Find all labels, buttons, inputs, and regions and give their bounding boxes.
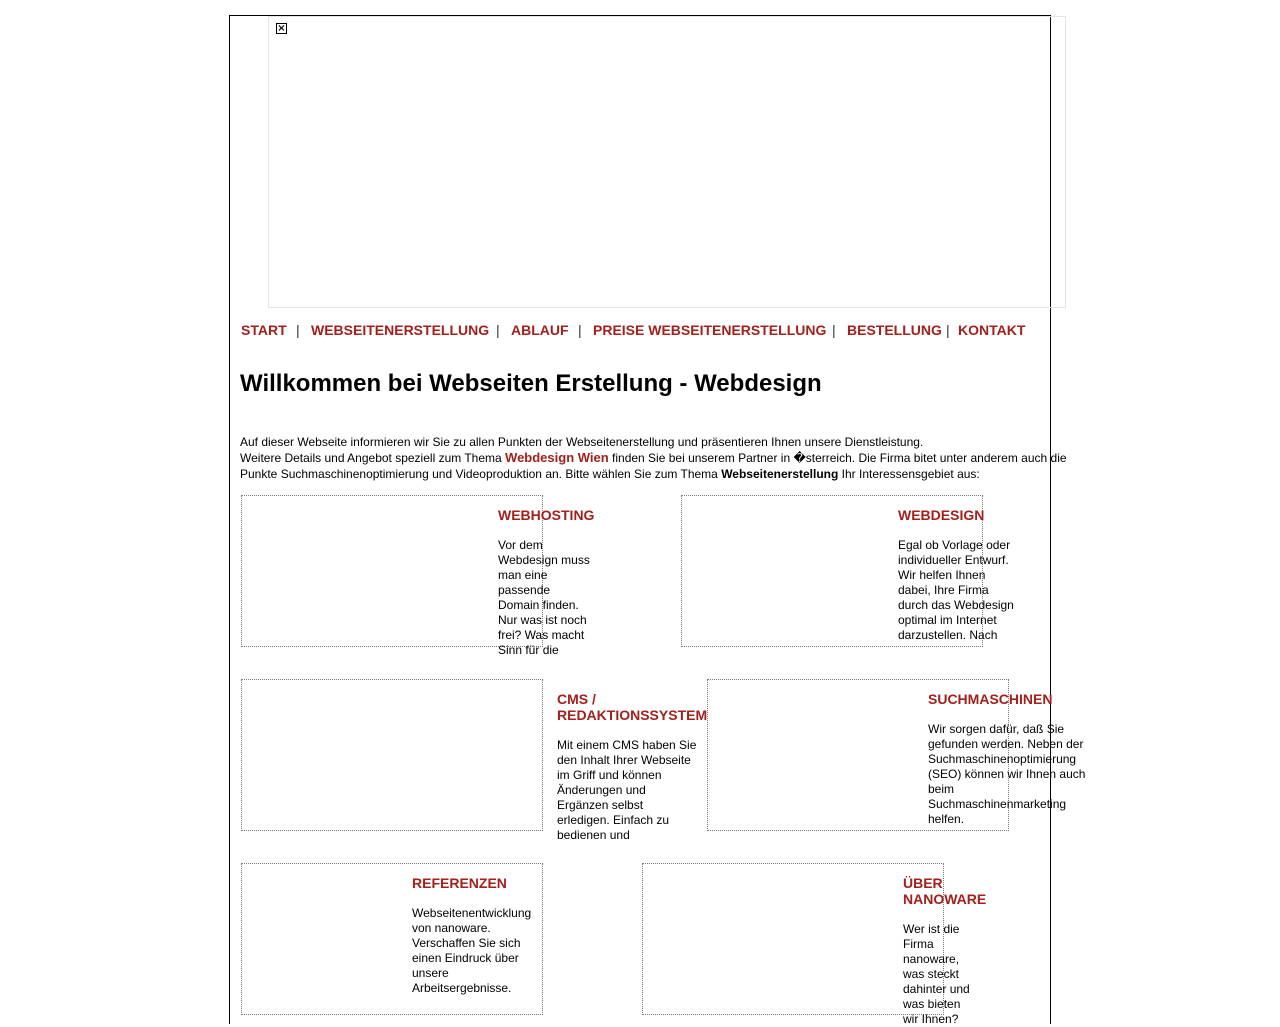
teaser-title-ueber-nanoware[interactable]: ÜBER NANOWARE — [903, 875, 987, 907]
teaser-title-webhosting[interactable]: WEBHOSTING — [498, 507, 595, 523]
nav-separator: | — [832, 322, 836, 338]
nav-separator: | — [578, 322, 582, 338]
nav-ablauf[interactable]: ABLAUF — [511, 322, 569, 338]
intro-line-2-a: Weitere Details und Angebot speziell zum Thema — [240, 451, 506, 465]
teaser-webdesign — [898, 507, 1018, 647]
teaser-title-cms[interactable]: CMS / REDAKTIONSSYSTEM — [557, 691, 708, 723]
teaser-image-cms[interactable] — [241, 679, 543, 831]
nav-separator: | — [296, 322, 300, 338]
intro-line-2-b: finden Sie bei unserem Partner in �sterreich. Die Firma bitet unter anderem auch die Punkte Suchmaschinenoptimierung und Videoproduktion an. Bitte wählen Sie zum Thema — [240, 451, 1067, 481]
broken-image-icon: × — [277, 23, 286, 34]
teaser-suchmaschinen — [928, 691, 1090, 831]
teaser-cms — [557, 691, 708, 842]
nav-preise[interactable]: PREISE WEBSEITENERSTELLUNG — [593, 322, 827, 338]
nav-start[interactable]: START — [241, 322, 287, 338]
teaser-text-cms: Mit einem CMS haben Sie den Inhalt Ihrer Webseite im Griff und können Änderungen und Ergänzen selbst erledigen. Einfach zu bedienen und — [557, 738, 697, 842]
intro-line-1: Auf dieser Webseite informieren wir Sie zu allen Punkten der Webseitenerstellung und präsentieren Ihnen unsere Dienstleistung. — [240, 435, 924, 449]
nav-kontakt[interactable]: KONTAKT — [958, 322, 1026, 338]
nav-webseitenerstellung[interactable]: WEBSEITENERSTELLUNG — [311, 322, 490, 338]
teaser-ueber-nanoware — [903, 875, 987, 1026]
teaser-image-ueber-nanoware[interactable] — [642, 863, 944, 1015]
teaser-text-referenzen: Webseitenentwicklung von nanoware. Verschaffen Sie sich einen Eindruck über unsere Arbeitsergebnisse. — [412, 906, 532, 995]
teaser-referenzen — [412, 875, 540, 996]
teaser-text-webdesign: Egal ob Vorlage oder individueller Entwurf. Wir helfen Ihnen dabei, Ihre Firma durch das Webdesign optimal im Internet darzustellen. Nach — [898, 538, 1014, 642]
teaser-text-webhosting: Vor dem Webdesign muss man eine passende Domain finden. Nur was ist noch frei? Was macht Sinn für die — [498, 538, 590, 657]
teaser-text-ueber-nanoware: Wer ist die Firma nanoware, was steckt dahinter und was bieten wir Ihnen? — [903, 922, 970, 1026]
teaser-webhosting — [498, 507, 595, 657]
page-frame-left — [229, 15, 230, 1024]
teaser-text-suchmaschinen: Wir sorgen dafür, daß Sie gefunden werden. Neben der Suchmaschinenoptimierung (SEO) können wir Ihnen auch beim Suchmaschinenmarketing helfen. — [928, 722, 1086, 826]
nav-bestellung[interactable]: BESTELLUNG — [847, 322, 942, 338]
page-title: Willkommen bei Webseiten Erstellung - Webdesign — [240, 370, 822, 397]
intro-line-2-c: Ihr Interessensgebiet aus: — [838, 467, 980, 481]
teaser-title-suchmaschinen[interactable]: SUCHMASCHINEN — [928, 691, 1053, 707]
teaser-title-referenzen[interactable]: REFERENZEN — [412, 875, 507, 891]
webdesign-wien-link[interactable]: Webdesign Wien — [505, 450, 609, 465]
nav-separator: | — [946, 322, 950, 338]
intro-text — [240, 434, 1100, 482]
nav-separator: | — [496, 322, 500, 338]
intro-bold-term: Webseitenerstellung — [721, 467, 839, 481]
teaser-title-webdesign[interactable]: WEBDESIGN — [898, 507, 985, 523]
header-banner — [268, 16, 1066, 308]
